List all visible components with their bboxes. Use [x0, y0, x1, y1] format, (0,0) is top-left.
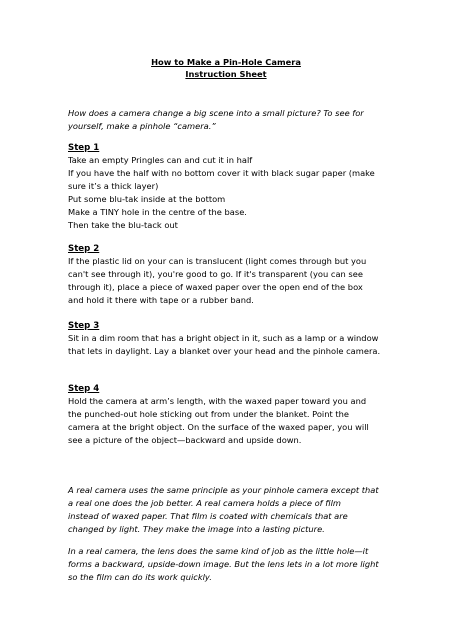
intro-line: yourself, make a pinhole “camera.”	[68, 121, 216, 131]
step-line: Hold the camera at arm’s length, with the waxed paper toward you and	[68, 396, 367, 406]
step-3-heading: Step 3	[68, 321, 100, 331]
step-line: If the plastic lid on your can is translucent (light comes through but you	[68, 256, 367, 266]
document-subtitle: Instruction Sheet	[185, 69, 267, 79]
step-line: sure it’s a thick layer)	[68, 181, 159, 191]
step-line: see a picture of the object—backward and upside down.	[68, 435, 302, 445]
step-1-body	[68, 154, 386, 232]
step-2-heading: Step 2	[68, 244, 100, 254]
closing-line: forms a backward, upside-down image. But the lens lets in a lot more light	[68, 559, 379, 569]
closing-paragraph-1	[68, 484, 386, 536]
step-line: through it), place a piece of waxed paper over the open end of the box	[68, 282, 363, 292]
step-2-body	[68, 255, 386, 307]
step-line: Then take the blu-tack out	[68, 220, 178, 230]
step-4-heading: Step 4	[68, 384, 100, 394]
step-3-body	[68, 332, 386, 358]
closing-line: a real one does the job better. A real camera holds a piece of film	[68, 498, 341, 508]
document-title: How to Make a Pin-Hole Camera	[151, 57, 301, 67]
step-line: Make a TINY hole in the centre of the base.	[68, 207, 247, 217]
step-line: can't see through it), you're good to go. If it's transparent (you can see	[68, 269, 363, 279]
step-line: If you have the half with no bottom cover it with black sugar paper (make	[68, 168, 375, 178]
step-line: camera at the bright object. On the surface of the waxed paper, you will	[68, 422, 369, 432]
intro-line: How does a camera change a big scene into a small picture? To see for	[68, 108, 364, 118]
closing-line: so the film can do its work quickly.	[68, 572, 212, 582]
closing-line: changed by light. They make the image into a lasting picture.	[68, 524, 325, 534]
closing-paragraph-2	[68, 545, 386, 584]
step-line: that lets in daylight. Lay a blanket over your head and the pinhole camera.	[68, 346, 381, 356]
step-line: and hold it there with tape or a rubber band.	[68, 295, 254, 305]
step-line: the punched-out hole sticking out from under the blanket. Point the	[68, 409, 349, 419]
step-line: Sit in a dim room that has a bright object in it, such as a lamp or a window	[68, 333, 379, 343]
step-4-body	[68, 395, 386, 447]
closing-line: In a real camera, the lens does the same kind of job as the little hole—it	[68, 546, 369, 556]
step-line: Put some blu-tak inside at the bottom	[68, 194, 226, 204]
step-1-heading: Step 1	[68, 143, 100, 153]
step-line: Take an empty Pringles can and cut it in half	[68, 155, 253, 165]
closing-line: A real camera uses the same principle as your pinhole camera except that	[68, 485, 379, 495]
intro-paragraph	[68, 107, 386, 133]
closing-line: instead of waxed paper. That film is coated with chemicals that are	[68, 511, 348, 521]
